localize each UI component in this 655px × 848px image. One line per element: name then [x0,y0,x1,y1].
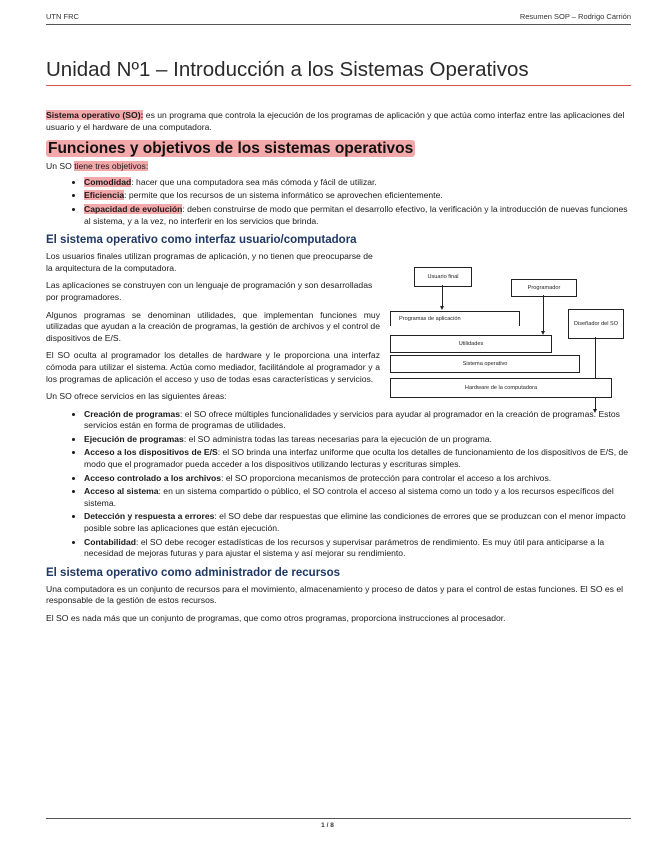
section2-paragraph: Los usuarios finales utilizan programas de aplicación, y no tienen que preocuparse de la arquitectura de la computadora. [46,251,373,273]
intro-text: es un programa que controla la ejecución de los programas de aplicación y que actúa como interfaz entre las aplicaciones del usuario y el hardware de una computadora. [46,110,625,132]
list-item: • Acceso al sistema: en un sistema compartido o público, el SO controla el acceso al sistema como un todo y a los recursos específicos del sistema. [84,486,631,509]
services-list [46,409,631,560]
list-item: • Capacidad de evolución: deben construirse de modo que permitan el desarrollo efectivo, la verificación y la introducción de nuevas funciones al sistema, y a la vez, no interferir en los servicios que brinda. [84,204,631,227]
section3-paragraph: El SO es nada más que un conjunto de programas, que como otros programas, proporciona instrucciones al procesador. [46,613,506,623]
section1-heading: Funciones y objetivos de los sistemas operativos [48,140,414,158]
list-item: • Acceso a los dispositivos de E/S: el SO brinda una interfaz uniforme que oculta los detalles de funcionamiento de los dispositivos de E/S, de modo que el programador pueda acceder a los dispositivos utilizando lecturas y escrituras simples. [84,447,631,470]
intro-term: Sistema operativo (SO): [46,110,144,120]
intro-paragraph [46,110,631,133]
section1-lead-highlight: tiene tres objetivos: [74,161,149,172]
header-right: Resumen SOP – Rodrigo Carrión [519,12,631,21]
diagram-user-box: Usuario final [414,267,472,287]
layers-diagram [390,265,630,425]
diagram-designer-box: Diseñador del SO [568,309,624,339]
diagram-apps-layer: Programas de aplicación [390,311,520,326]
objectives-list [46,177,631,227]
list-item: • Creación de programas: el SO ofrece múltiples funcionalidades y servicios para ayudar al programador en la creación de programas. Estos servicios están en forma de programas de utilidades. [84,409,631,432]
diagram-utils-layer: Utilidades [390,335,552,353]
list-item: • Eficiencia: permite que los recursos de un sistema informático se aprovechen eficientemente. [84,190,631,202]
section2-heading: El sistema operativo como interfaz usuario/computadora [46,234,357,247]
section3-heading: El sistema operativo como administrador de recursos [46,566,340,579]
diagram-programmer-box: Programador [511,279,577,297]
list-item: • Detección y respuesta a errores: el SO debe dar respuestas que elimine las condiciones de errores que se produzcan con el menor impacto posible sobre las aplicaciones que están ejecución. [84,511,631,534]
section1-lead: Un SO tiene tres objetivos: [46,161,149,172]
section2-paragraph: Algunos programas se denominan utilidades, que implementan funciones muy utilizadas que ayudan a la creación de programas, la gestión de archivos y el control de dispositivos de E/S. [46,309,380,343]
title-underline [46,85,631,86]
section2-services-lead: Un SO ofrece servicios en las siguientes áreas: [46,391,227,402]
list-item: • Acceso controlado a los archivos: el SO proporciona mecanismos de protección para controlar el acceso a los archivos. [84,473,631,485]
list-item: • Comodidad: hacer que una computadora sea más cómoda y fácil de utilizar. [84,177,631,189]
section2-paragraph: Las aplicaciones se construyen con un lenguaje de programación y son desarrolladas por programadores. [46,280,373,302]
page-title: Unidad Nº1 – Introducción a los Sistemas Operativos [46,58,529,81]
section3-paragraph: Una computadora es un conjunto de recursos para el movimiento, almacenamiento y proceso de datos y para el control de estas funciones. El SO es el responsable de la gestión de estos recursos. [46,583,624,606]
section2-paragraph: El SO oculta al programador los detalles de hardware y le proporciona una interfaz cómoda para utilizar el sistema. Actúa como mediador, facilitándole al programador y a los programas de aplicación el acceso y uso de todas esas características y servicios. [46,350,380,384]
page-number: 1 / 8 [321,822,334,829]
document-body [46,110,631,631]
header-left: UTN FRC [46,12,79,21]
section2-body [46,251,631,391]
footer-divider [46,818,631,819]
diagram-hw-layer: Hardware de la computadora [390,378,612,398]
list-item: • Contabilidad: el SO debe recoger estadísticas de los recursos y supervisar parámetros de rendimiento. Es muy útil para anticiparse a la necesidad de mejoras futuras y para ajustar el sistema y así mejorar su rendimiento. [84,537,631,560]
diagram-os-layer: Sistema operativo [390,355,580,373]
header-divider [46,24,631,25]
list-item: • Ejecución de programas: el SO administra todas las tareas necesarias para la ejecución de un programa. [84,434,631,446]
